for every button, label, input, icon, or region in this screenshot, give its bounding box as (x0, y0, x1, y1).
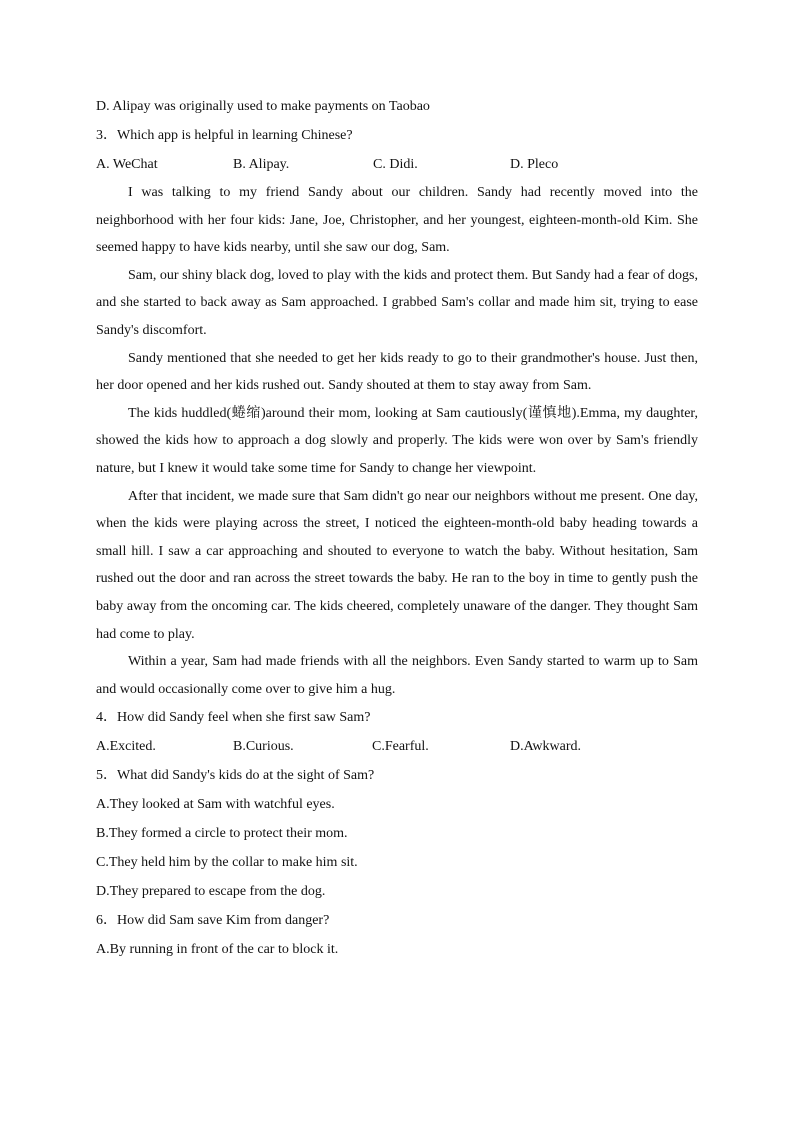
q5-option-b: B.They formed a circle to protect their mom. (96, 826, 348, 842)
q5-question: 5．What did Sandy's kids do at the sight of Sam? (96, 768, 375, 784)
reading-passage (96, 179, 698, 703)
q4-option-c: C.Fearful. (372, 739, 429, 755)
passage-paragraph-5: After that incident, we made sure that Sam didn't go near our neighbors without me present. One day, when the kids were playing across the street, I noticed the eighteen-month-old baby heading towards a small hill. I saw a car approaching and shouted to everyone to watch the baby. Without hesitation, Sam rushed out the door and ran across the street towards the baby. He ran to the boy in time to gently push the baby away from the oncoming car. The kids cheered, completely unaware of the danger. They thought Sam had come to play. (96, 488, 698, 642)
q2-option-d: D. Alipay was originally used to make payments on Taobao (96, 99, 430, 114)
q3-options (96, 150, 698, 179)
p4-text-a: The kids huddled( (128, 405, 232, 421)
q3-option-c: C. Didi. (373, 157, 418, 172)
q3-option-a: A. WeChat (96, 157, 158, 172)
p4-chinese-gloss-2: 谨慎地 (527, 404, 572, 421)
p4-chinese-gloss-1: 蜷缩 (231, 404, 262, 421)
q5-option-c: C.They held him by the collar to make him sit. (96, 855, 358, 871)
q6-option-a: A.By running in front of the car to block it. (96, 942, 339, 958)
q3-question: 3．Which app is helpful in learning Chinese? (96, 128, 353, 143)
q3-option-d: D. Pleco (510, 157, 559, 172)
passage-paragraph-6: Within a year, Sam had made friends with all the neighbors. Even Sandy started to warm up to Sam and would occasionally come over to give him a hug. (96, 654, 698, 697)
q5-option-d: D.They prepared to escape from the dog. (96, 884, 326, 900)
q3-option-b: B. Alipay. (233, 157, 290, 172)
q4-option-a: A.Excited. (96, 739, 156, 755)
worksheet-page (96, 92, 698, 964)
passage-paragraph-4 (96, 400, 698, 483)
p4-text-c: ).Emma, my daughter, showed the kids how to approach a dog slowly and properly. The kids were won over by Sam's friendly nature, but I knew it would take some time for Sandy to change her viewpoint. (96, 405, 699, 476)
passage-paragraph-2: Sam, our shiny black dog, loved to play with the kids and protect them. But Sandy had a fear of dogs, and she started to back away as Sam approached. I grabbed Sam's collar and made him sit, trying to ease Sandy's discomfort. (96, 267, 698, 338)
q4-options (96, 732, 698, 761)
p4-text-b: )around their mom, looking at Sam cautiously( (261, 405, 528, 421)
q5-option-a: A.They looked at Sam with watchful eyes. (96, 797, 335, 813)
q4-question: 4．How did Sandy feel when she first saw Sam? (96, 710, 371, 726)
passage-paragraph-1: I was talking to my friend Sandy about our children. Sandy had recently moved into the neighborhood with her four kids: Jane, Joe, Christopher, and her youngest, eighteen-month-old Kim. She seemed happy to have kids nearby, until she saw our dog, Sam. (96, 185, 698, 256)
q4-option-d: D.Awkward. (510, 739, 582, 755)
q6-question: 6．How did Sam save Kim from danger? (96, 913, 330, 929)
q4-option-b: B.Curious. (233, 739, 294, 755)
passage-paragraph-3: Sandy mentioned that she needed to get her kids ready to go to their grandmother's house. Just then, her door opened and her kids rushed out. Sandy shouted at them to stay away from Sam. (96, 350, 698, 394)
